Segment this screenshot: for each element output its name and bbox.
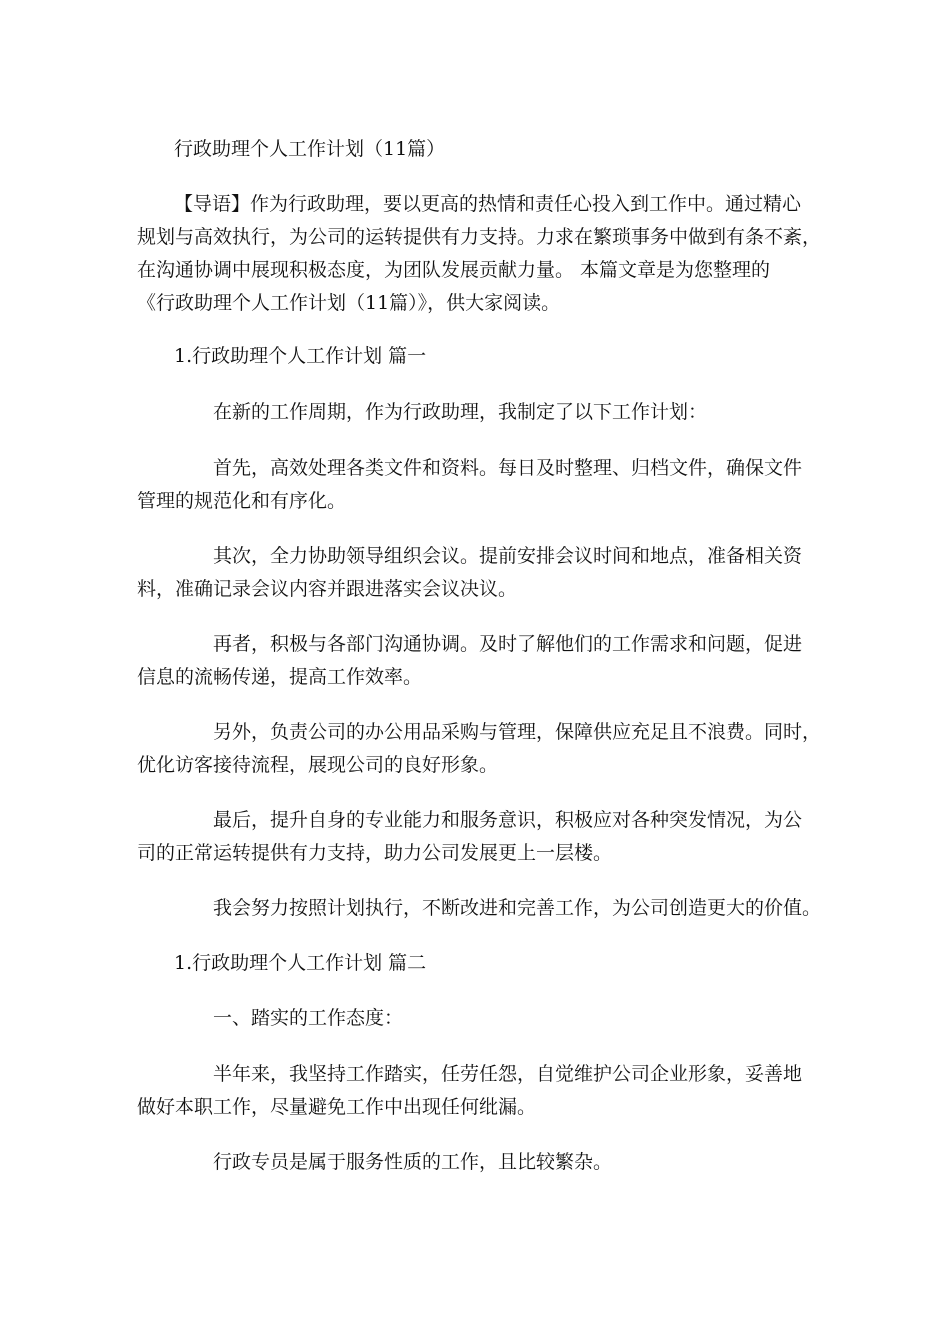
intro-line: 规划与高效执行，为公司的运转提供有力支持。力求在繁琐事务中做到有条不紊， (137, 226, 822, 248)
document-title: 行政助理个人工作计划（11篇） (174, 138, 446, 160)
section-heading: 1.行政助理个人工作计划 篇一 (174, 345, 427, 367)
intro-line: 《行政助理个人工作计划（11篇）》，供大家阅读。 (137, 292, 561, 314)
paragraph-line: 管理的规范化和有序化。 (137, 490, 347, 512)
paragraph-line: 一、踏实的工作态度： (213, 1007, 404, 1029)
paragraph-line: 再者，积极与各部门沟通协调。及时了解他们的工作需求和问题，促进 (213, 633, 803, 655)
paragraph-line: 我会努力按照计划执行，不断改进和完善工作，为公司创造更大的价值。 (213, 897, 822, 919)
paragraph-line: 另外，负责公司的办公用品采购与管理，保障供应充足且不浪费。同时， (213, 721, 822, 743)
paragraph-line: 首先，高效处理各类文件和资料。每日及时整理、归档文件，确保文件 (213, 457, 803, 479)
paragraph-line: 在新的工作周期，作为行政助理，我制定了以下工作计划： (213, 401, 708, 423)
section-heading: 1.行政助理个人工作计划 篇二 (174, 952, 427, 974)
paragraph-line: 其次，全力协助领导组织会议。提前安排会议时间和地点，准备相关资 (213, 545, 803, 567)
paragraph-line: 行政专员是属于服务性质的工作，且比较繁杂。 (213, 1151, 613, 1173)
paragraph-line: 做好本职工作，尽量避免工作中出现任何纰漏。 (137, 1096, 537, 1118)
paragraph-line: 司的正常运转提供有力支持，助力公司发展更上一层楼。 (137, 842, 613, 864)
paragraph-line: 半年来，我坚持工作踏实，任劳任怨，自觉维护公司企业形象，妥善地 (213, 1063, 803, 1085)
intro-line: 【导语】作为行政助理，要以更高的热情和责任心投入到工作中。通过精心 (174, 193, 802, 215)
paragraph-line: 料，准确记录会议内容并跟进落实会议决议。 (137, 578, 518, 600)
paragraph-line: 最后，提升自身的专业能力和服务意识，积极应对各种突发情况，为公 (213, 809, 803, 831)
paragraph-line: 优化访客接待流程，展现公司的良好形象。 (137, 754, 499, 776)
intro-line: 在沟通协调中展现积极态度，为团队发展贡献力量。 本篇文章是为您整理的 (137, 259, 771, 281)
paragraph-line: 信息的流畅传递，提高工作效率。 (137, 666, 423, 688)
